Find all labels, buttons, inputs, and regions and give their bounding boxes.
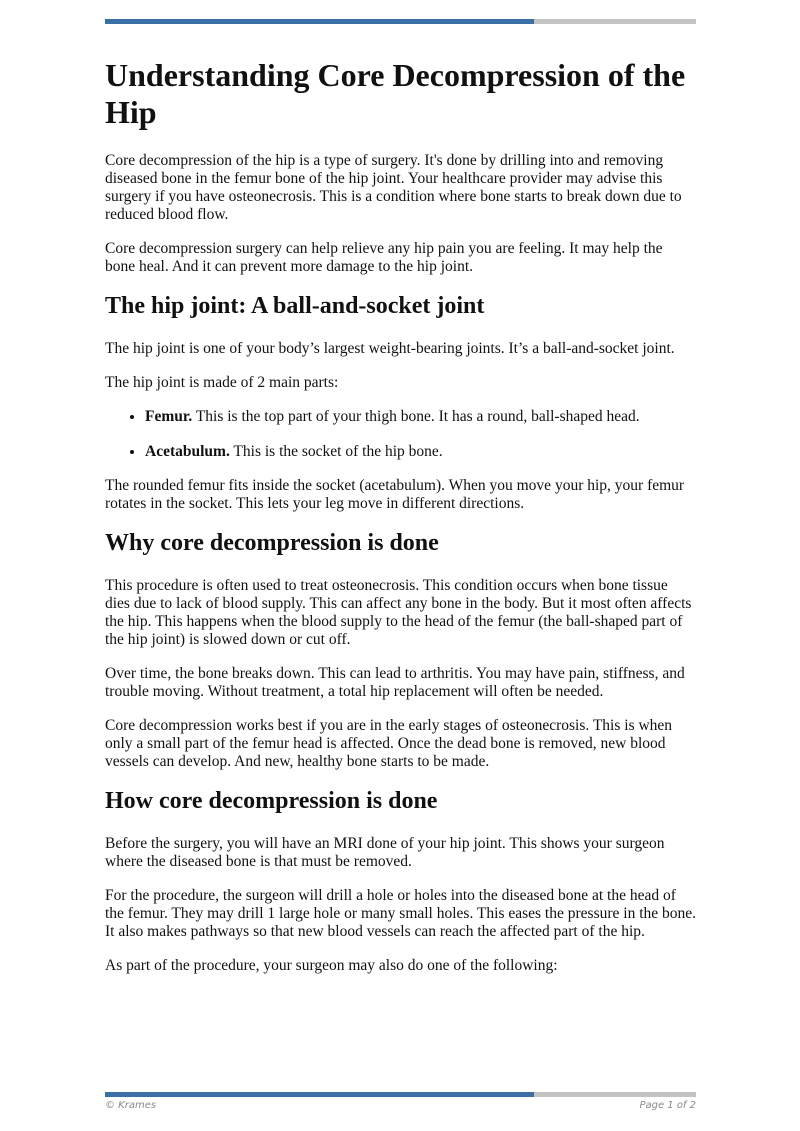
top-divider-track xyxy=(534,19,696,24)
list-item-text: This is the socket of the hip bone. xyxy=(229,443,443,460)
paragraph: Before the surgery, you will have an MRI done of your hip joint. This shows your surgeon where the diseased bone is that must be removed. xyxy=(105,835,665,870)
list-item-term: Femur. xyxy=(145,408,193,425)
bottom-divider xyxy=(105,1092,696,1097)
top-divider xyxy=(105,19,696,24)
list-item-text: This is the top part of your thigh bone. It has a round, ball-shaped head. xyxy=(192,408,640,425)
top-divider-accent xyxy=(105,19,534,24)
paragraph: For the procedure, the surgeon will drill a hole or holes into the diseased bone at the head of the femur. They may drill 1 large hole or many small holes. This eases the pressure in the bone. It also makes pathways so that new blood vessels can reach the affected part of the hip. xyxy=(105,887,697,940)
section-heading-why: Why core decompression is done xyxy=(105,530,439,556)
paragraph: The hip joint is one of your body’s largest weight-bearing joints. It’s a ball-and-socket joint. xyxy=(105,340,675,357)
paragraph: The rounded femur fits inside the socket (acetabulum). When you move your hip, your femur rotates in the socket. This lets your leg move in different directions. xyxy=(105,477,685,512)
bottom-divider-accent xyxy=(105,1092,534,1097)
copyright-text: © Krames xyxy=(105,1100,157,1111)
bottom-divider-track xyxy=(534,1092,696,1097)
list-item-term: Acetabulum. xyxy=(145,443,230,460)
page-title: Understanding Core Decompression of the Hip xyxy=(105,57,686,130)
paragraph: This procedure is often used to treat osteonecrosis. This condition occurs when bone tissue dies due to lack of blood supply. This can affect any bone in the body. But it most often affects the hip. This happens when the blood supply to the head of the femur (the ball-shaped part of the hip joint) is slowed down or cut off. xyxy=(105,577,692,648)
paragraph: Over time, the bone breaks down. This can lead to arthritis. You may have pain, stiffness, and trouble moving. Without treatment, a total hip replacement will often be needed. xyxy=(105,665,685,700)
page-number: Page 1 of 2 xyxy=(639,1100,696,1111)
intro-paragraph: Core decompression of the hip is a type of surgery. It's done by drilling into and removing diseased bone in the femur bone of the hip joint. Your healthcare provider may advise this surgery if you have osteonecrosis. This is a condition where bone starts to break down due to reduced blood flow. xyxy=(105,152,682,223)
page-footer xyxy=(105,1100,696,1111)
section-heading-hip-joint: The hip joint: A ball-and-socket joint xyxy=(105,293,485,319)
hip-parts-list xyxy=(105,408,696,461)
list-item xyxy=(145,408,696,426)
list-item xyxy=(145,443,696,461)
document-body xyxy=(105,57,696,991)
paragraph: Core decompression works best if you are in the early stages of osteonecrosis. This is when only a small part of the femur head is affected. Once the dead bone is removed, new blood vessels can develop. And new, healthy bone starts to be made. xyxy=(105,717,673,770)
paragraph: As part of the procedure, your surgeon may also do one of the following: xyxy=(105,957,558,974)
intro-paragraph: Core decompression surgery can help relieve any hip pain you are feeling. It may help the bone heal. And it can prevent more damage to the hip joint. xyxy=(105,240,663,275)
section-heading-how: How core decompression is done xyxy=(105,788,438,814)
paragraph: The hip joint is made of 2 main parts: xyxy=(105,374,339,391)
